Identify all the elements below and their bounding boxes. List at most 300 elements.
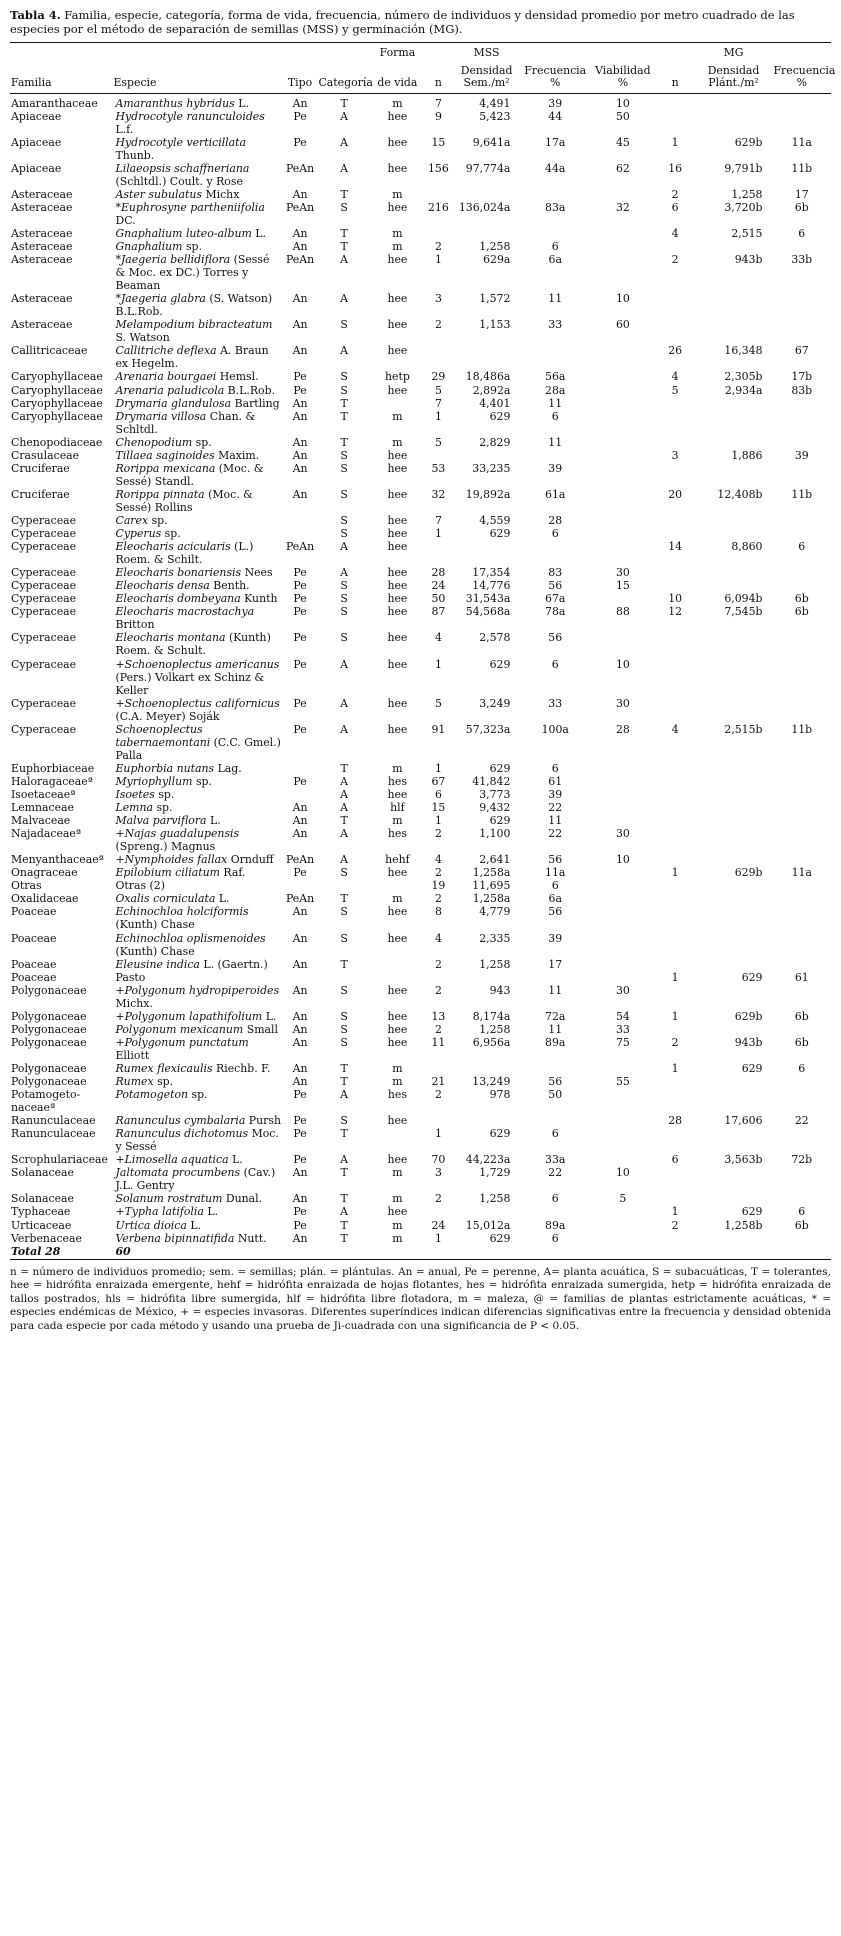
cell-mg-densidad xyxy=(695,436,773,449)
cell-categoria: T xyxy=(340,1061,348,1075)
cell-especie xyxy=(112,384,282,397)
cell-mg-densidad xyxy=(695,318,773,344)
cell-especie xyxy=(112,592,282,605)
cell-categoria: T xyxy=(340,892,348,906)
cell-forma-de-vida: hee xyxy=(387,696,408,710)
species-name: Jaegeria bellidiflora xyxy=(120,253,231,267)
table-row xyxy=(10,188,831,201)
cell-especie xyxy=(112,344,282,370)
cell-mg-n xyxy=(656,1088,695,1114)
cell-familia: Polygonaceae xyxy=(11,1035,87,1049)
cell-densidad: 97,774a xyxy=(465,161,511,175)
cell-mg-densidad: 1,258 xyxy=(731,187,763,201)
species-name: Solanum rostratum xyxy=(115,1192,223,1206)
cell-frecuencia: 11 xyxy=(548,983,563,997)
cell-n: 1 xyxy=(434,409,442,423)
cell-categoria: S xyxy=(340,605,348,619)
cell-mg-densidad: 3,563b xyxy=(724,1153,763,1167)
header-viabilidad-line2: % xyxy=(617,76,629,89)
cell-mg-densidad: 1,886 xyxy=(731,448,763,462)
cell-mg-frecuencia xyxy=(773,1192,832,1205)
header-mg-frecuencia-line1: Frecuencia xyxy=(773,63,836,77)
cell-forma-de-vida: hee xyxy=(387,657,408,671)
species-name: Arenaria bourgaei xyxy=(115,370,217,384)
cell-familia: Amaranthaceae xyxy=(11,96,98,110)
cell-viabilidad: 10 xyxy=(615,853,630,867)
cell-familia: Otras xyxy=(11,879,42,893)
cell-mg-n xyxy=(656,1075,695,1088)
cell-especie xyxy=(112,527,282,540)
cell-mg-densidad: 2,515 xyxy=(731,226,763,240)
cell-viabilidad: 60 xyxy=(615,318,630,332)
cell-densidad: 629 xyxy=(489,657,511,671)
species-name: Polygonum punctatum xyxy=(124,1035,249,1049)
header-especie: Especie xyxy=(112,63,282,94)
cell-mg-frecuencia xyxy=(773,697,832,723)
cell-forma-de-vida: hee xyxy=(387,631,408,645)
cell-mg-frecuencia: 17 xyxy=(794,187,809,201)
cell-mg-frecuencia: 6 xyxy=(798,226,806,240)
cell-forma-de-vida: m xyxy=(392,1218,403,1232)
cell-frecuencia: 33a xyxy=(545,1153,566,1167)
cell-frecuencia: 61 xyxy=(548,774,563,788)
cell-tipo: An xyxy=(292,409,308,423)
cell-mg-frecuencia xyxy=(773,397,832,410)
cell-forma-de-vida: hetp xyxy=(385,370,410,384)
cell-especie xyxy=(112,762,282,775)
cell-viabilidad xyxy=(590,462,656,488)
cell-viabilidad: 50 xyxy=(615,109,630,123)
cell-frecuencia: 17 xyxy=(548,957,563,971)
cell-densidad: 629 xyxy=(489,761,511,775)
cell-familia: Polygonaceae xyxy=(11,1075,87,1089)
table-row xyxy=(10,697,831,723)
cell-forma-de-vida: hee xyxy=(387,1114,408,1128)
cell-mg-densidad: 629b xyxy=(734,135,763,149)
cell-viabilidad: 32 xyxy=(615,200,630,214)
cell-n: 5 xyxy=(434,696,442,710)
cell-mg-frecuencia: 6b xyxy=(794,1218,809,1232)
cell-familia: Oxalidaceae xyxy=(11,892,79,906)
cell-mg-densidad xyxy=(695,1075,773,1088)
cell-densidad xyxy=(453,449,521,462)
header-mg-densidad-line1: Densidad xyxy=(707,63,760,77)
cell-categoria: T xyxy=(340,396,348,410)
cell-densidad: 3,249 xyxy=(479,696,511,710)
table-row xyxy=(10,853,831,866)
cell-densidad xyxy=(453,1114,521,1127)
cell-viabilidad xyxy=(590,253,656,292)
species-name: Rorippa pinnata xyxy=(115,487,205,501)
cell-tipo: An xyxy=(292,318,308,332)
cell-densidad: 2,829 xyxy=(479,435,511,449)
cell-viabilidad xyxy=(590,397,656,410)
cell-viabilidad: 30 xyxy=(615,696,630,710)
header-frecuencia-line2: % xyxy=(550,76,561,89)
cell-categoria: S xyxy=(340,592,348,606)
cell-categoria xyxy=(317,971,370,984)
cell-forma-de-vida: hee xyxy=(387,161,408,175)
cell-forma-de-vida: hee xyxy=(387,292,408,306)
cell-categoria: T xyxy=(340,240,348,254)
cell-frecuencia: 83 xyxy=(548,566,563,580)
cell-mg-frecuencia: 72b xyxy=(791,1153,813,1167)
cell-forma-de-vida: hee xyxy=(387,1035,408,1049)
cell-familia: Poaceae xyxy=(11,931,57,945)
species-name: Schoenoplectus californicus xyxy=(124,696,280,710)
cell-n: 1 xyxy=(434,761,442,775)
cell-forma-de-vida: m xyxy=(392,1166,403,1180)
cell-frecuencia: 56 xyxy=(548,631,563,645)
cell-especie xyxy=(112,1114,282,1127)
cell-densidad xyxy=(453,540,521,566)
cell-mg-n xyxy=(656,984,695,1010)
cell-tipo: Pe xyxy=(293,592,307,606)
table-row xyxy=(10,605,831,631)
cell-familia: Cyperaceae xyxy=(11,696,77,710)
cell-categoria: S xyxy=(340,905,348,919)
cell-mg-n: 1 xyxy=(671,1061,679,1075)
species-authority: L. xyxy=(251,226,266,240)
species-authority: sp. xyxy=(188,1088,208,1102)
cell-mg-n xyxy=(656,566,695,579)
cell-viabilidad xyxy=(590,1114,656,1127)
cell-frecuencia: 56 xyxy=(548,853,563,867)
cell-tipo: An xyxy=(292,487,308,501)
table-row xyxy=(10,892,831,905)
cell-especie xyxy=(112,1127,282,1153)
cell-mg-frecuencia xyxy=(773,93,832,110)
cell-viabilidad xyxy=(590,488,656,514)
cell-tipo: Pe xyxy=(293,566,307,580)
cell-categoria: A xyxy=(340,292,349,306)
cell-mg-densidad: 629 xyxy=(741,1205,763,1219)
table-row xyxy=(10,488,831,514)
cell-mg-densidad xyxy=(695,775,773,788)
species-authority: Raf. xyxy=(219,866,246,880)
cell-especie xyxy=(112,892,282,905)
cell-especie xyxy=(112,462,282,488)
cell-mg-densidad xyxy=(695,658,773,697)
species-authority: L. xyxy=(206,814,221,828)
species-authority: sp. xyxy=(154,787,175,801)
species-authority: (Kunth) Chase xyxy=(115,918,195,932)
cell-forma-de-vida: hee xyxy=(387,905,408,919)
cell-especie xyxy=(112,188,282,201)
cell-familia: Polygonaceae xyxy=(11,1009,87,1023)
cell-mg-n xyxy=(656,1232,695,1245)
species-marker: * xyxy=(115,253,121,267)
table-row xyxy=(10,514,831,527)
table-footnote: n = número de individuos promedio; sem. = semillas; plán. = plántulas. An = anual, Pe = perenne, A= planta acuática, S = subacuáticas, T = tolerantes, hee = hidrófita enraizada emergente, hehf = hidrófita enraizada de hojas flotantes, hes = hidrófita enraizada sumergida, hetp = hidrófita enraizada de tallos postrados, hls = hidrófita libre sumergida, hlf = hidrófita libre flotadora, m = maleza, @ = familias de plantas estrictamente acuáticas, * = especies endémicas de México, + = especies invasoras. Diferentes superíndices indican diferencias significativas entre la frecuencia y densidad obtenida para cada especie por cada método y usando una prueba de Ji-cuadrada con una significancia de P < 0.05. xyxy=(10,1265,831,1332)
cell-n: 29 xyxy=(431,370,446,384)
cell-mg-densidad: 7,545b xyxy=(724,605,763,619)
cell-densidad: 17,354 xyxy=(472,566,511,580)
cell-tipo: An xyxy=(292,1061,308,1075)
cell-mg-densidad xyxy=(695,93,773,110)
cell-categoria: S xyxy=(340,487,348,501)
cell-forma-de-vida: hee xyxy=(387,566,408,580)
cell-forma-de-vida xyxy=(371,971,424,984)
cell-forma-de-vida: hee xyxy=(387,1205,408,1219)
cell-mg-n xyxy=(656,762,695,775)
cell-mg-densidad: 943b xyxy=(734,253,763,267)
cell-viabilidad xyxy=(590,775,656,788)
cell-mg-frecuencia: 83b xyxy=(791,383,813,397)
cell-n xyxy=(424,1205,453,1218)
cell-mg-densidad xyxy=(695,1127,773,1153)
cell-especie xyxy=(112,958,282,971)
cell-mg-n xyxy=(656,397,695,410)
cell-mg-frecuencia xyxy=(773,527,832,540)
cell-viabilidad xyxy=(590,1219,656,1232)
cell-densidad: 4,779 xyxy=(479,905,511,919)
cell-mg-densidad xyxy=(695,801,773,814)
cell-frecuencia xyxy=(520,449,590,462)
header-n: n xyxy=(424,63,453,94)
cell-mg-n: 28 xyxy=(668,1114,683,1128)
cell-viabilidad xyxy=(590,436,656,449)
cell-categoria: S xyxy=(340,370,348,384)
header-densidad-line1: Densidad xyxy=(460,63,513,77)
cell-frecuencia: 56a xyxy=(545,370,566,384)
cell-especie xyxy=(112,971,282,984)
cell-tipo: Pe xyxy=(293,579,307,593)
cell-tipo: Pe xyxy=(293,605,307,619)
cell-forma-de-vida: hee xyxy=(387,344,408,358)
species-authority: sp. xyxy=(153,1075,174,1089)
cell-viabilidad: 10 xyxy=(615,657,630,671)
species-name: Typha latifolia xyxy=(124,1205,204,1219)
cell-forma-de-vida: m xyxy=(392,892,403,906)
cell-mg-frecuencia xyxy=(773,579,832,592)
cell-n: 2 xyxy=(434,866,442,880)
cell-mg-frecuencia xyxy=(773,775,832,788)
cell-viabilidad xyxy=(590,801,656,814)
species-name: Drymaria villosa xyxy=(115,409,207,423)
cell-especie xyxy=(112,827,282,853)
table-row xyxy=(10,631,831,657)
cell-mg-frecuencia xyxy=(773,1127,832,1153)
cell-frecuencia: 11 xyxy=(548,292,563,306)
cell-mg-densidad: 2,934a xyxy=(724,383,763,397)
table-row xyxy=(10,1205,831,1218)
cell-viabilidad xyxy=(590,631,656,657)
species-name: Euphorbia nutans xyxy=(115,761,215,775)
cell-mg-frecuencia xyxy=(773,292,832,318)
cell-familia: Najadaceaeª xyxy=(11,827,82,841)
cell-tipo xyxy=(283,527,318,540)
cell-n: 9 xyxy=(434,109,442,123)
cell-mg-densidad xyxy=(695,566,773,579)
table-row xyxy=(10,1153,831,1166)
cell-forma-de-vida: hee xyxy=(387,722,408,736)
table-row xyxy=(10,370,831,383)
species-authority: Maxim. xyxy=(214,448,260,462)
species-authority: Bartling xyxy=(231,396,280,410)
cell-mg-n: 20 xyxy=(668,487,683,501)
cell-familia: Poaceae xyxy=(11,970,57,984)
cell-especie xyxy=(112,318,282,344)
cell-familia: Cyperaceae xyxy=(11,605,77,619)
cell-densidad: 629 xyxy=(489,409,511,423)
cell-mg-frecuencia xyxy=(773,566,832,579)
cell-densidad: 4,559 xyxy=(479,514,511,527)
cell-mg-frecuencia: 11b xyxy=(791,722,813,736)
table-row xyxy=(10,566,831,579)
cell-densidad: 1,258 xyxy=(479,1022,511,1036)
cell-familia: Euphorbiaceae xyxy=(11,761,95,775)
species-name: Lemna xyxy=(115,801,153,815)
cell-familia: Urticaceae xyxy=(11,1218,72,1232)
cell-frecuencia: 39 xyxy=(548,931,563,945)
cell-viabilidad xyxy=(590,879,656,892)
cell-frecuencia: 6 xyxy=(551,409,559,423)
header-tipo: Tipo xyxy=(283,63,318,94)
species-authority: L. (Gaertn.) xyxy=(199,957,268,971)
cell-densidad: 629 xyxy=(489,1127,511,1141)
cell-categoria: T xyxy=(340,226,348,240)
cell-especie xyxy=(112,397,282,410)
table-row xyxy=(10,814,831,827)
cell-mg-densidad xyxy=(695,1192,773,1205)
cell-tipo: An xyxy=(292,396,308,410)
species-marker: + xyxy=(115,827,125,841)
cell-mg-frecuencia: 11a xyxy=(791,135,812,149)
cell-especie xyxy=(112,801,282,814)
cell-frecuencia: 6 xyxy=(551,879,559,893)
cell-mg-frecuencia xyxy=(773,110,832,136)
cell-mg-n xyxy=(656,801,695,814)
cell-familia: Asteraceae xyxy=(11,200,73,214)
cell-especie xyxy=(112,514,282,527)
cell-forma-de-vida: m xyxy=(392,435,403,449)
header-viabilidad xyxy=(590,63,656,94)
species-name: Eleocharis densa xyxy=(115,579,210,593)
species-name: Tillaea saginoides xyxy=(115,448,215,462)
cell-mg-densidad xyxy=(695,631,773,657)
cell-n: 87 xyxy=(431,605,446,619)
cell-familia: Onagraceae xyxy=(11,866,78,880)
cell-especie xyxy=(112,866,282,879)
cell-mg-frecuencia xyxy=(773,462,832,488)
cell-tipo: An xyxy=(292,931,308,945)
cell-n: 6 xyxy=(434,787,442,801)
cell-frecuencia xyxy=(520,540,590,566)
cell-viabilidad xyxy=(590,514,656,527)
cell-n: 156 xyxy=(428,161,449,175)
cell-frecuencia: 50 xyxy=(548,1088,563,1102)
cell-mg-frecuencia xyxy=(773,410,832,436)
species-authority: (Kunth) Chase xyxy=(115,944,195,958)
cell-frecuencia xyxy=(520,971,590,984)
cell-forma-de-vida: m xyxy=(392,226,403,240)
cell-forma-de-vida: hee xyxy=(387,527,408,541)
species-name: Polygonum hydropiperoides xyxy=(124,983,280,997)
species-authority: sp. xyxy=(192,774,212,788)
header-blank xyxy=(656,43,695,63)
cell-forma-de-vida: m xyxy=(392,814,403,828)
cell-mg-densidad xyxy=(695,827,773,853)
cell-especie xyxy=(112,488,282,514)
table-row xyxy=(10,1192,831,1205)
header-mg-group: MG xyxy=(695,43,773,63)
cell-n: 7 xyxy=(434,514,442,527)
cell-tipo: An xyxy=(292,96,308,110)
cell-mg-n: 2 xyxy=(671,253,679,267)
cell-n: 15 xyxy=(431,135,446,149)
cell-categoria: A xyxy=(340,774,349,788)
cell-viabilidad xyxy=(590,1232,656,1245)
cell-viabilidad xyxy=(590,866,656,879)
cell-familia: Cyperaceae xyxy=(11,527,77,541)
cell-forma-de-vida: hee xyxy=(387,514,408,527)
cell-frecuencia: 33 xyxy=(548,318,563,332)
cell-frecuencia: 39 xyxy=(548,96,563,110)
cell-especie xyxy=(112,1036,282,1062)
cell-densidad: 2,892a xyxy=(472,383,511,397)
cell-densidad xyxy=(453,227,521,240)
cell-mg-densidad xyxy=(695,1166,773,1192)
cell-forma-de-vida: m xyxy=(392,761,403,775)
cell-frecuencia: 61a xyxy=(545,487,566,501)
cell-familia: Cyperaceae xyxy=(11,566,77,580)
cell-viabilidad: 10 xyxy=(615,292,630,306)
table-row xyxy=(10,827,831,853)
cell-forma-de-vida: hee xyxy=(387,1022,408,1036)
cell-categoria: A xyxy=(340,161,349,175)
table-row xyxy=(10,240,831,253)
cell-frecuencia: 6a xyxy=(548,253,562,267)
species-authority: B.L.Rob. xyxy=(224,383,276,397)
cell-categoria: A xyxy=(340,801,349,815)
cell-mg-frecuencia xyxy=(773,814,832,827)
header-familia: Familia xyxy=(10,63,112,94)
cell-mg-n xyxy=(656,1192,695,1205)
species-authority: Nees xyxy=(241,566,273,580)
cell-forma-de-vida: hee xyxy=(387,253,408,267)
cell-viabilidad: 62 xyxy=(615,161,630,175)
cell-densidad xyxy=(453,188,521,201)
cell-familia: Cruciferae xyxy=(11,461,70,475)
species-authority: Small xyxy=(243,1022,278,1036)
table-row xyxy=(10,984,831,1010)
header-mg-n: n xyxy=(656,63,695,94)
cell-mg-frecuencia xyxy=(773,879,832,892)
page xyxy=(10,0,836,1333)
table-row xyxy=(10,1036,831,1062)
cell-especie xyxy=(112,1166,282,1192)
cell-mg-densidad xyxy=(695,110,773,136)
cell-mg-frecuencia: 6b xyxy=(794,592,809,606)
species-authority: Otras (2) xyxy=(115,879,165,893)
cell-familia: Chenopodiaceae xyxy=(11,435,103,449)
cell-especie xyxy=(112,658,282,697)
cell-categoria: T xyxy=(340,1231,348,1245)
cell-tipo: An xyxy=(292,240,308,254)
table-row xyxy=(10,775,831,788)
cell-mg-frecuencia xyxy=(773,240,832,253)
cell-categoria: A xyxy=(340,1153,349,1167)
header-mss-group: MSS xyxy=(453,43,521,63)
cell-tipo: Pe xyxy=(293,774,307,788)
cell-mg-densidad xyxy=(695,958,773,971)
cell-especie xyxy=(112,631,282,657)
cell-especie xyxy=(112,410,282,436)
cell-categoria: A xyxy=(340,1088,349,1102)
species-authority: Elliott xyxy=(115,1048,150,1062)
cell-n xyxy=(424,344,453,370)
